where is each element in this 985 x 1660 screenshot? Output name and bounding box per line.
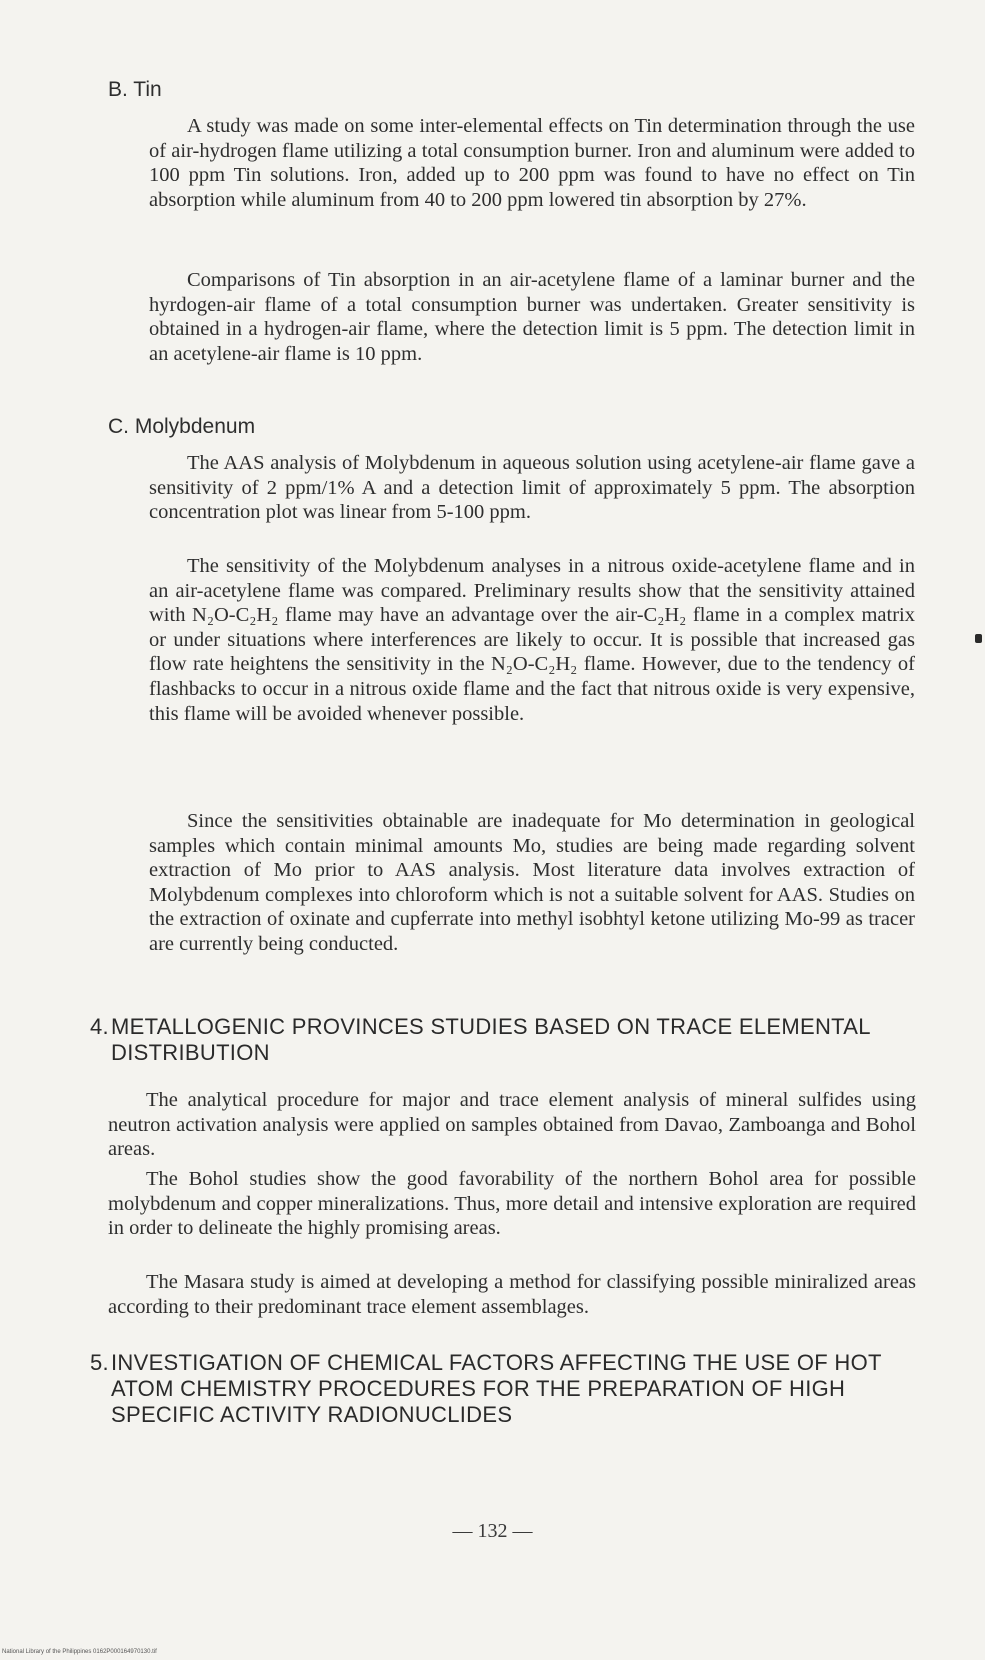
paragraph: A study was made on some inter-elemental effects on Tin determination through the use of air-hydrogen flame utilizing a total consumption burner. Iron and aluminum were added to 100 ppm Tin solutions. Iron, added up to 200 ppm was found to have no effect on Tin absorption while aluminum from 40 to 200 ppm lowered tin absorption by 27%. [149,115,915,211]
paragraph: The sensitivity of the Molybdenum analyses in a nitrous oxide-acetylene flame and in an air-acetylene flame was compared. Preliminary results show that the sensitivity attained with N₂O-C₂H₂ flame may have an advantage over the air-C₂H₂ flame in a complex matrix or under situations where interferences are likely to occur. It is possible that increased gas flow rate heightens the sensitivity in the N₂O-C₂H₂ flame. However, due to the tendency of flashbacks to occur in a nitrous oxide flame and the fact that nitrous oxide is very expensive, this flame will be avoided whenever possible. [149,555,915,725]
heading-text: INVESTIGATION OF CHEMICAL FACTORS AFFECTING THE USE OF HOT ATOM CHEMISTRY PROCEDURES FOR THE PREPARATION OF HIGH SPECIFIC ACTIVITY RADIONUCLIDES [111,1350,882,1427]
paragraph: The Masara study is aimed at developing a method for classifying possible miniralized areas according to their predominant trace element assemblages. [108,1271,916,1318]
scan-footer: National Library of the Philippines 0162P000164970130.tif [2,1649,157,1655]
paragraph: The AAS analysis of Molybdenum in aqueous solution using acetylene-air flame gave a sensitivity of 2 ppm/1% A and a detection limit of approximately 5 ppm. The absorption concentration plot was linear from 5-100 ppm. [149,452,915,524]
section-number: 5. [90,1350,109,1375]
section-heading-metallogenic [90,1014,916,1066]
section-heading-molybdenum: C. Molybdenum [108,415,256,438]
scan-speck [975,634,982,643]
paragraph: The analytical procedure for major and trace element analysis of mineral sulfides using neutron activation analysis were applied on samples obtained from Davao, Zamboanga and Bohol areas. [108,1089,916,1161]
page-number: — 132 — [452,1520,533,1542]
paragraph: The Bohol studies show the good favorability of the northern Bohol area for possible molybdenum and copper mineralizations. Thus, more detail and intensive exploration are required in order to delineate the highly promising areas. [108,1168,916,1240]
paragraph: Since the sensitivities obtainable are inadequate for Mo determination in geological samples which contain minimal amounts Mo, studies are being made regarding solvent extraction of Mo prior to AAS analysis. Most literature data involves extraction of Molybdenum complexes into chloroform which is not a suitable solvent for AAS. Studies on the extraction of oxinate and cupferrate into methyl isobhtyl ketone utilizing Mo-99 as tracer are currently being conducted. [149,810,915,955]
heading-text: METALLOGENIC PROVINCES STUDIES BASED ON TRACE ELEMENTAL DISTRIBUTION [111,1014,870,1065]
section-number: 4. [90,1014,109,1039]
section-heading-hot-atom [90,1350,911,1428]
paragraph: Comparisons of Tin absorption in an air-acetylene flame of a laminar burner and the hyrdogen-air flame of a total consumption burner was undertaken. Greater sensitivity is obtained in a hydrogen-air flame, where the detection limit is 5 ppm. The detection limit in an acetylene-air flame is 10 ppm. [149,269,915,365]
section-heading-tin: B. Tin [108,78,162,101]
